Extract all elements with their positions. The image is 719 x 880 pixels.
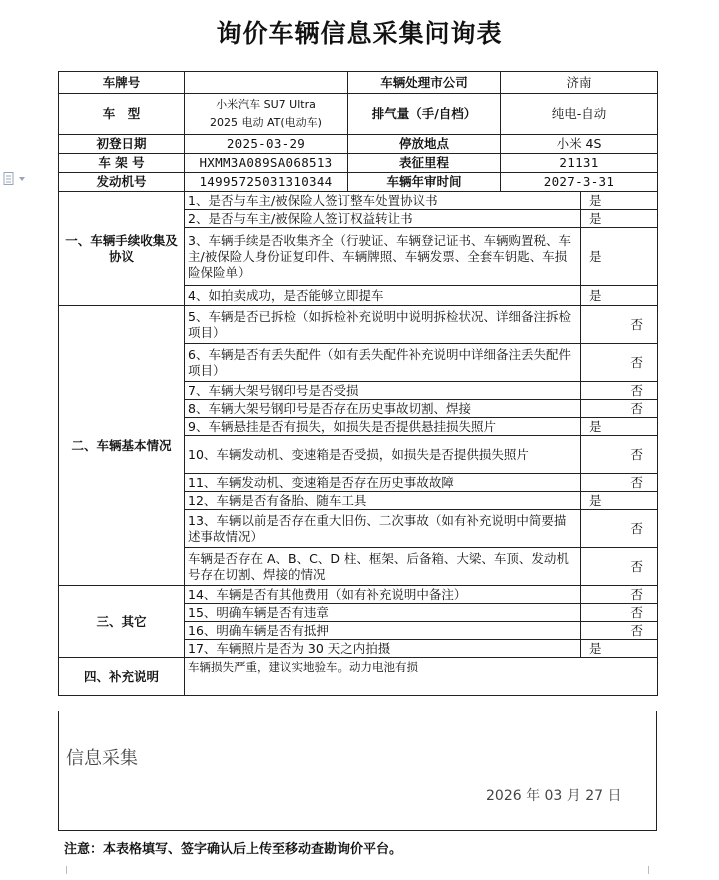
footer-note: 注意：本表格填写、签字确认后上传至移动查勘询价平台。 xyxy=(64,842,403,857)
vin-label: 车 架 号 xyxy=(59,154,185,173)
section-3-title: 三、其它 xyxy=(59,586,185,658)
question-10: 10、车辆发动机、变速箱是否受损，如损失是否提供损失照片 xyxy=(185,436,581,474)
answer-15: 否 xyxy=(581,604,658,622)
question-14: 14、车辆是否有其他费用（如有补充说明中备注） xyxy=(185,586,581,604)
document-icon[interactable] xyxy=(3,172,29,186)
question-8: 8、车辆大架号钢印号是否存在历史事故切割、焊接 xyxy=(185,400,581,418)
question-17: 17、车辆照片是否为 30 天之内拍摄 xyxy=(185,640,581,658)
page-corner-mark xyxy=(648,866,657,874)
table-row xyxy=(59,192,658,210)
reg-date-label: 初登日期 xyxy=(59,135,185,154)
vin-value: HXMM3A089SA068513 xyxy=(185,154,348,173)
mileage-label: 表征里程 xyxy=(348,154,501,173)
model-value-line2: 2025 电动 AT(电动车) xyxy=(210,116,322,129)
displacement-value: 纯电-自动 xyxy=(501,94,658,135)
model-value-line1: 小米汽车 SU7 Ultra xyxy=(216,98,316,111)
inspection-value: 2027-3-31 xyxy=(501,173,658,192)
question-9: 9、车辆悬挂是否有损失，如损失是否提供悬挂损失照片 xyxy=(185,418,581,436)
reg-date-value: 2025-03-29 xyxy=(185,135,348,154)
city-value: 济南 xyxy=(501,72,658,94)
table-row xyxy=(59,306,658,344)
signature-date: 2026 年 03 月 27 日 xyxy=(486,788,622,804)
answer-8: 否 xyxy=(581,400,658,418)
vehicle-info-table xyxy=(58,71,658,696)
table-row xyxy=(59,658,658,696)
answer-4: 是 xyxy=(581,286,658,306)
question-6: 6、车辆是否有丢失配件（如有丢失配件补充说明中详细备注丢失配件项目） xyxy=(185,344,581,382)
table-row xyxy=(59,586,658,604)
question-7: 7、车辆大架号钢印号是否受损 xyxy=(185,382,581,400)
question-13: 13、车辆以前是否存在重大旧伤、二次事故（如有补充说明中简要描述事故情况） xyxy=(185,510,581,548)
question-11: 11、车辆发动机、变速箱是否存在历史事故故障 xyxy=(185,474,581,492)
answer-5: 否 xyxy=(581,306,658,344)
question-frame: 车辆是否存在 A、B、C、D 柱、框架、后备箱、大梁、车顶、发动机号存在切割、焊接的情况 xyxy=(185,548,581,586)
answer-16: 否 xyxy=(581,622,658,640)
answer-2: 是 xyxy=(581,210,658,228)
answer-6: 否 xyxy=(581,344,658,382)
question-4: 4、如拍卖成功，是否能够立即提车 xyxy=(185,286,581,306)
answer-10: 否 xyxy=(581,436,658,474)
signature-label: 信息采集 xyxy=(66,748,138,769)
answer-1: 是 xyxy=(581,192,658,210)
question-16: 16、明确车辆是否有抵押 xyxy=(185,622,581,640)
answer-13: 否 xyxy=(581,510,658,548)
engine-label: 发动机号 xyxy=(59,173,185,192)
engine-value: 14995725031310344 xyxy=(185,173,348,192)
mileage-value: 21131 xyxy=(501,154,658,173)
signature-area xyxy=(58,711,657,831)
section-2-title: 二、车辆基本情况 xyxy=(59,306,185,586)
model-label: 车 型 xyxy=(59,94,185,135)
question-15: 15、明确车辆是否有违章 xyxy=(185,604,581,622)
inspection-label: 车辆年审时间 xyxy=(348,173,501,192)
section-4-title: 四、补充说明 xyxy=(59,658,185,696)
question-1: 1、是否与车主/被保险人签订整车处置协议书 xyxy=(185,192,581,210)
page-title: 询价车辆信息采集问询表 xyxy=(216,19,503,48)
answer-12: 是 xyxy=(581,492,658,510)
plate-value xyxy=(185,72,348,94)
answer-9: 是 xyxy=(581,418,658,436)
answer-3: 是 xyxy=(581,228,658,286)
question-3: 3、车辆手续是否收集齐全（行驶证、车辆登记证书、车辆购置税、车主/被保险人身份证复印件、车辆牌照、车辆发票、全套车钥匙、车损险保险单） xyxy=(185,228,581,286)
model-value xyxy=(185,94,348,135)
answer-17: 是 xyxy=(581,640,658,658)
answer-14: 否 xyxy=(581,586,658,604)
city-label: 车辆处理市公司 xyxy=(348,72,501,94)
question-12: 12、车辆是否有备胎、随车工具 xyxy=(185,492,581,510)
question-5: 5、车辆是否已拆检（如拆检补充说明中说明拆检状况、详细备注拆检项目） xyxy=(185,306,581,344)
plate-label: 车牌号 xyxy=(59,72,185,94)
answer-11: 否 xyxy=(581,474,658,492)
question-2: 2、是否与车主/被保险人签订权益转让书 xyxy=(185,210,581,228)
page-corner-mark xyxy=(58,866,67,874)
parking-label: 停放地点 xyxy=(348,135,501,154)
section-1-title: 一、车辆手续收集及协议 xyxy=(59,192,185,306)
displacement-label: 排气量（手/自档） xyxy=(348,94,501,135)
answer-frame: 否 xyxy=(581,548,658,586)
answer-7: 否 xyxy=(581,382,658,400)
parking-value: 小米 4S xyxy=(501,135,658,154)
supplement-text: 车辆损失严重，建议实地验车。动力电池有损 xyxy=(185,658,658,696)
